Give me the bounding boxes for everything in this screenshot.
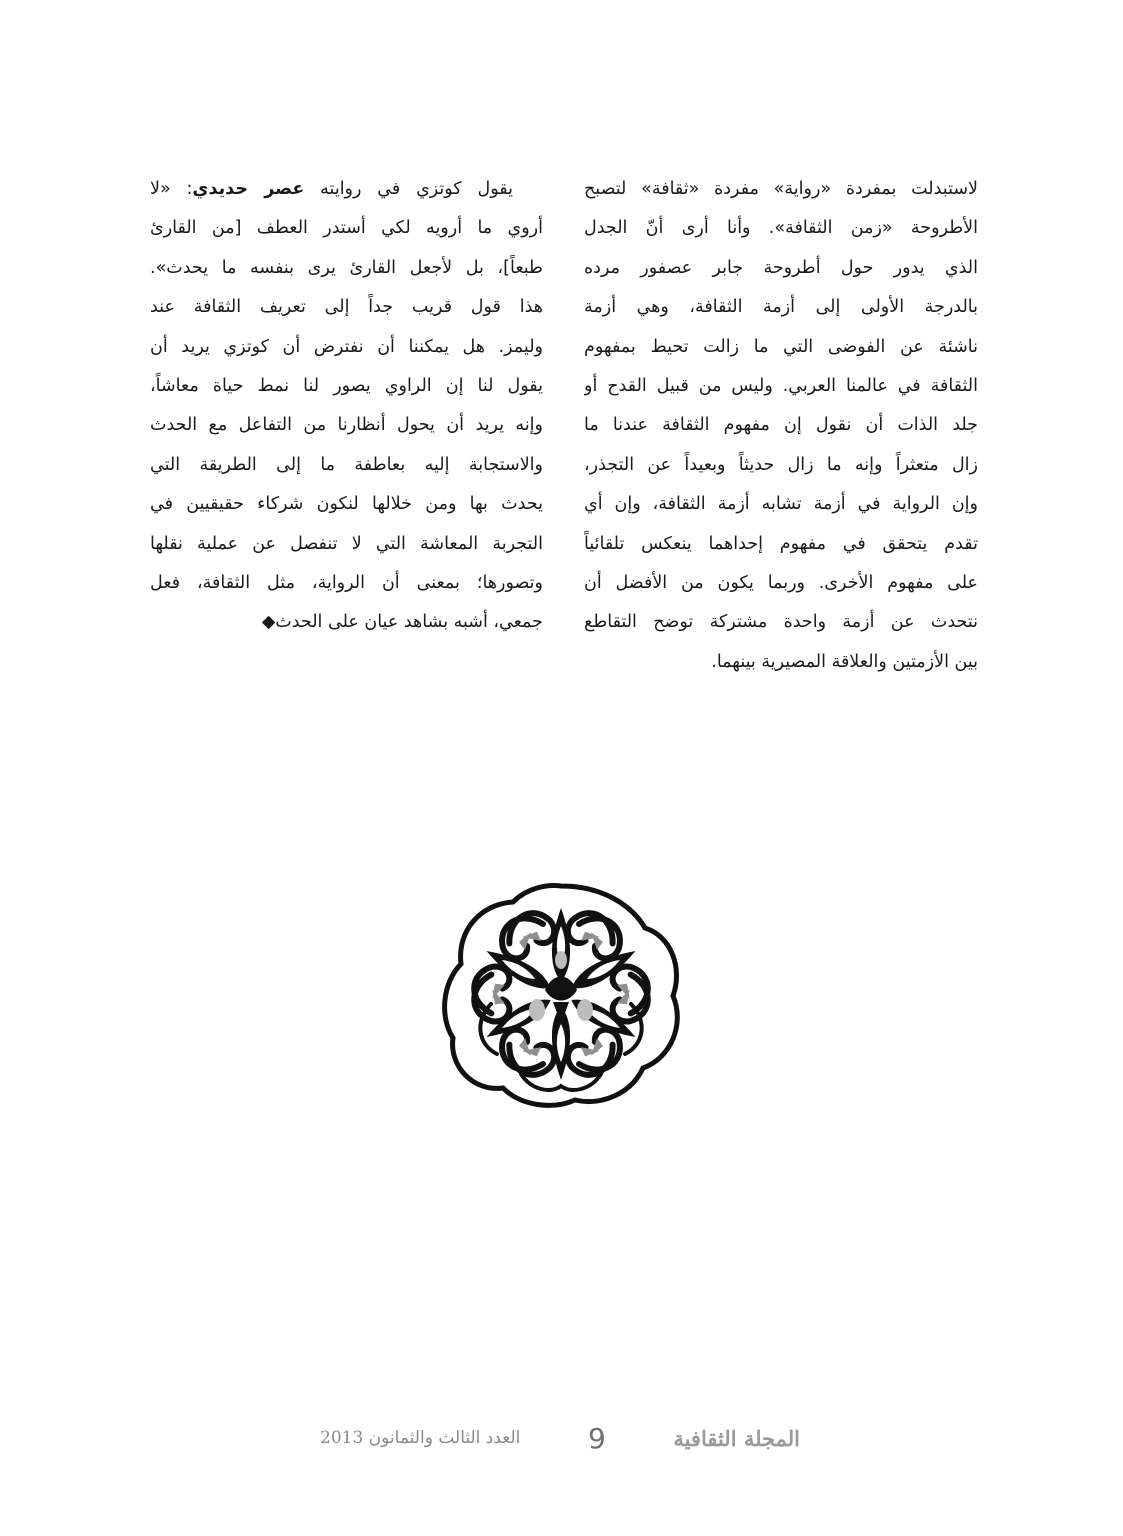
text-line: الثقافة في عالمنا العربي. وليس من قبيل القدح أو bbox=[584, 376, 978, 397]
text-line: زال متعثراً وإنه ما زال حديثاً وبعيداً عن التجذر، bbox=[584, 454, 978, 475]
text-line: لاستبدلت بمفردة «رواية» مفردة «ثقافة» لتصبح bbox=[584, 179, 978, 199]
text-line: الذي يدور حول أطروحة جابر عصفور مرده bbox=[584, 257, 978, 278]
text-line: جلد الذات أن نقول إن مفهوم الثقافة عندنا ما bbox=[584, 415, 978, 436]
text-line: طبعاً]، بل لأجعل القارئ يرى بنفسه ما يحدث». bbox=[150, 257, 543, 278]
text-line: وتصورها؛ بمعنى أن الرواية، مثل الثقافة، فعل bbox=[150, 573, 543, 594]
arabesque-rosette-ornament-icon bbox=[440, 878, 682, 1110]
text-line: جمعي، أشبه بشاهد عيان على الحدث◆ bbox=[261, 612, 543, 633]
page-number: 9 bbox=[587, 1421, 606, 1455]
text-line: ناشئة عن الفوضى التي ما زالت تحيط بمفهوم bbox=[584, 336, 978, 357]
text-line: والاستجابة إليه بعاطفة ما إلى الطريقة التي bbox=[150, 454, 543, 475]
issue-label: العدد الثالث والثمانون 2013 bbox=[320, 1428, 521, 1448]
text-line: أروي ما أرويه لكي أستدر العطف [من القارئ bbox=[150, 218, 543, 239]
text-line: يقول لنا إن الراوي يصور لنا نمط حياة معاشاً، bbox=[150, 376, 543, 397]
quote-intro-line: يقول كوتزي في روايته عصر حديدي: «لا bbox=[150, 179, 513, 199]
text-line: الأطروحة «زمن الثقافة». وأنا أرى أنّ الجدل bbox=[584, 218, 978, 239]
page-footer bbox=[320, 1418, 800, 1458]
text-line: هذا قول قريب جداً إلى تعريف الثقافة عند bbox=[150, 297, 543, 318]
text-line: على مفهوم الأخرى. وربما يكون من الأفضل أن bbox=[584, 573, 978, 594]
text-line: نتحدث عن أزمة واحدة مشتركة توضح التقاطع bbox=[584, 612, 978, 633]
article-column-right bbox=[584, 170, 978, 682]
text-line: بين الأزمتين والعلاقة المصيرية بينهما. bbox=[711, 651, 978, 672]
magazine-name: المجلة الثقافية bbox=[673, 1425, 800, 1451]
text-line: وليمز. هل يمكننا أن نفترض أن كوتزي يريد أن bbox=[150, 336, 543, 357]
text-line: وإن الرواية في أزمة تشابه أزمة الثقافة، وإن أي bbox=[584, 494, 978, 515]
novel-title: عصر حديدي bbox=[192, 179, 305, 199]
text-line: يحدث بها ومن خلالها لنكون شركاء حقيقيين في bbox=[150, 494, 543, 515]
text-line: التجربة المعاشة التي لا تنفصل عن عملية نقلها bbox=[150, 533, 543, 554]
article-column-left bbox=[150, 170, 543, 643]
text-line: وإنه يريد أن يحول أنظارنا من التفاعل مع الحدث bbox=[150, 415, 543, 436]
text-line: تقدم يتحقق في مفهوم إحداهما ينعكس تلقائياً bbox=[584, 533, 978, 554]
text-line: بالدرجة الأولى إلى أزمة الثقافة، وهي أزمة bbox=[584, 297, 978, 318]
